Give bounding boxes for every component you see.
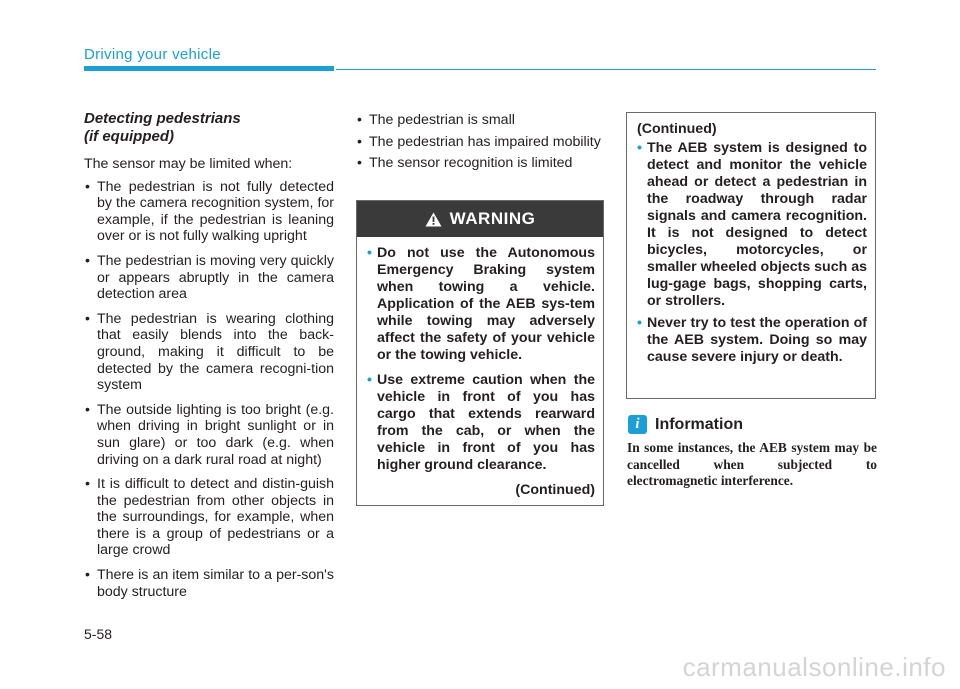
continued-list — [637, 140, 867, 366]
heading-line-1: Detecting pedestrians — [84, 110, 241, 127]
list-item: • The outside lighting is too bright (e.g. when driving in bright sunlight or in sun glare) or too dark (e.g. when driving on a dark rural road at night) — [84, 402, 334, 468]
left-column — [84, 110, 334, 608]
list-item: • The sensor recognition is limited — [356, 155, 606, 172]
warning-header — [357, 201, 603, 237]
info-icon: i — [628, 415, 647, 434]
warning-box — [356, 200, 604, 506]
list-item: • Do not use the Autonomous Emergency Braking system when towing a vehicle. Application of the AEB sys-tem while towing may adversely affect the safety of your vehicle or the towing vehicle. — [367, 245, 595, 364]
warning-continued-box — [626, 112, 876, 399]
continued-label: (Continued) — [637, 121, 717, 137]
information-title: Information — [655, 415, 743, 433]
information-header — [628, 415, 743, 434]
list-item: • Never try to test the operation of the AEB system. Doing so may cause severe injury or death. — [637, 315, 867, 366]
information-text: In some instances, the AEB system may be cancelled when subjected to electromagnetic interference. — [627, 440, 877, 488]
intro-text: The sensor may be limited when: — [84, 156, 293, 172]
warning-list — [367, 245, 595, 474]
section-title: Driving your vehicle — [84, 46, 221, 63]
list-item: • The AEB system is designed to detect and monitor the vehicle ahead or detect a pedestrian in the roadway through radar signals and camera recognition. It is not designed to detect bicycles, motorcycles, or smaller wheeled objects such as lug-gage bags, shopping carts, or strollers. — [637, 140, 867, 310]
list-item: • There is an item similar to a per-son's body structure — [84, 567, 334, 600]
page-number: 5-58 — [84, 626, 113, 642]
list-item: • The pedestrian has impaired mobility — [356, 134, 606, 151]
warning-triangle-icon — [425, 212, 442, 227]
list-item: • The pedestrian is not fully detected by the camera recognition system, for example, if the pedestrian is leaning over or is not fully walking upright — [84, 179, 334, 245]
list-item: • The pedestrian is moving very quickly or appears abruptly in the camera detection area — [84, 253, 334, 303]
list-item: • The pedestrian is wearing clothing that easily blends into the back-ground, making it difficult to be detected by the camera recogni-tion system — [84, 311, 334, 394]
pedestrian-heading — [84, 110, 334, 146]
middle-column — [356, 112, 606, 177]
warning-body — [357, 237, 603, 499]
heading-line-2: (if equipped) — [84, 128, 174, 145]
list-item: • The pedestrian is small — [356, 112, 606, 129]
header-rule-thick — [84, 66, 334, 71]
continued-label: (Continued) — [515, 482, 595, 498]
list-item: • Use extreme caution when the vehicle in front of you has cargo that extends rearward from the cab, or when the vehicle in front of you has higher ground clearance. — [367, 372, 595, 474]
limitation-list-continued — [356, 112, 606, 172]
watermark: carmanualsonline.info — [682, 652, 946, 682]
warning-title: WARNING — [449, 209, 536, 228]
limitation-list — [84, 179, 334, 601]
list-item: • It is difficult to detect and distin-guish the pedestrian from other objects in the surroundings, for example, when there is a group of pedestrians or a large crowd — [84, 476, 334, 559]
header-rule-thin — [336, 69, 876, 70]
